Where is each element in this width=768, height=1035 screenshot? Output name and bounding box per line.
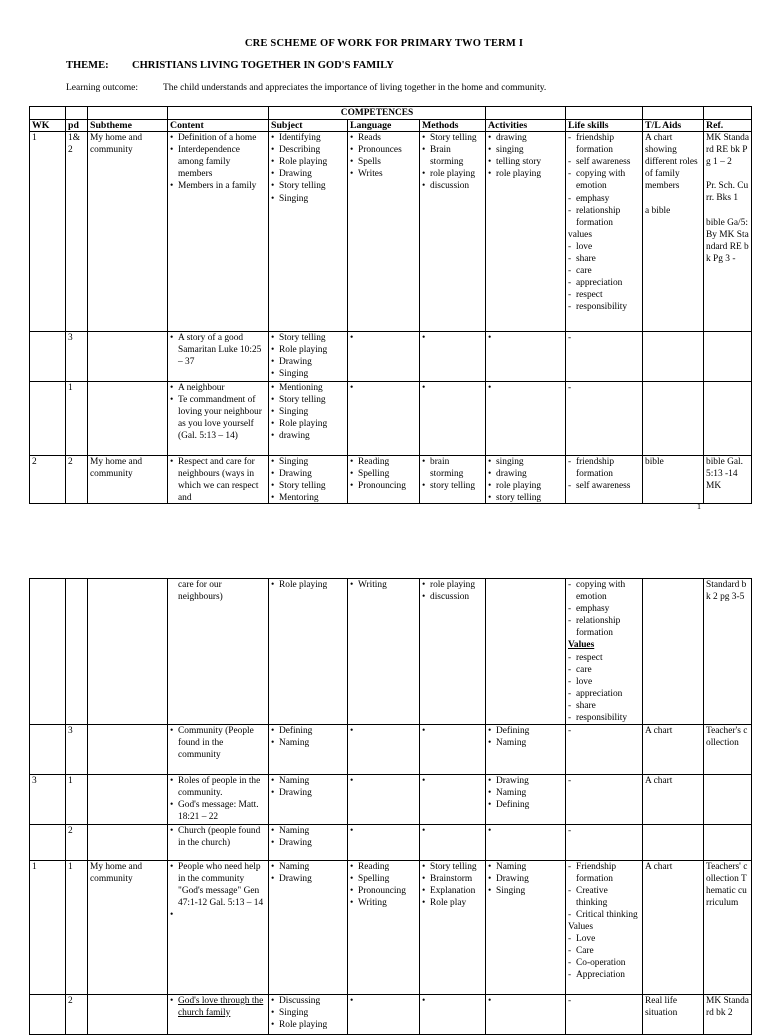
list-item: • Naming	[271, 775, 345, 787]
list-item: • A story of a good Samaritan Luke 10:25 – 37	[170, 332, 266, 368]
cell-language	[348, 382, 420, 456]
cell-subject	[269, 725, 348, 775]
list-item: - self awareness	[568, 480, 640, 492]
cell-language	[348, 824, 420, 860]
ref-text: bible Ga/5:By MK Standard RE bk Pg 3 -	[706, 217, 749, 264]
cell-ref: Teacher's collection	[704, 725, 752, 775]
list-item: • People who need help in the community "God's message" Gen 47:1-12 Gal. 5:13 – 14	[170, 861, 266, 909]
cell-pd: 3	[66, 332, 88, 382]
cell-wk: 2	[30, 456, 66, 504]
list-item: - emphasy	[568, 603, 640, 615]
cell-activities	[486, 332, 566, 382]
blank-header-cell	[704, 107, 752, 120]
cell-methods	[420, 456, 486, 504]
header-pd: pd	[66, 120, 88, 132]
cell-subtheme: My home and community	[88, 132, 168, 332]
list-item: • Story telling	[422, 861, 483, 873]
table-row	[30, 994, 752, 1034]
list-item: • Singing	[271, 1007, 345, 1019]
cell-methods	[420, 382, 486, 456]
column-header-row	[30, 120, 752, 132]
cell-life-skills	[566, 994, 643, 1034]
cell-subject	[269, 824, 348, 860]
list-item: • discussion	[422, 591, 483, 603]
list-item: • God's message: Matt. 18:21 – 22	[170, 799, 266, 823]
list-item: • Naming	[271, 825, 345, 837]
cell-pd: 1	[66, 775, 88, 824]
header-subject: Subject	[269, 120, 348, 132]
cell-life-skills	[566, 725, 643, 775]
list-item: • brain storming	[422, 456, 483, 480]
cell-subject	[269, 994, 348, 1034]
blank-header-cell	[566, 107, 643, 120]
list-item: • Interdependence among family members	[170, 144, 266, 180]
cell-language	[348, 332, 420, 382]
list-item: • story telling	[422, 480, 483, 492]
list-item: • singing	[488, 144, 563, 156]
list-item: • Drawing	[271, 873, 345, 885]
list-item: • role playing	[488, 168, 563, 180]
cell-language	[348, 775, 420, 824]
list-item: • Singing	[271, 193, 345, 205]
list-item: • role playing	[422, 168, 483, 180]
list-item: - Co-operation	[568, 957, 640, 969]
list-item: - share	[568, 700, 640, 712]
cell-tl-aids	[643, 132, 704, 332]
cell-pd: 2	[66, 456, 88, 504]
competences-header-row	[30, 107, 752, 120]
list-item: • Te commandment of loving your neighbour as you love yourself (Gal. 5:13 – 14)	[170, 394, 266, 442]
list-item: • Writing	[350, 579, 417, 591]
list-item: • Spelling	[350, 873, 417, 885]
cell-content	[168, 725, 269, 775]
cell-language	[348, 132, 420, 332]
list-item: • Writes	[350, 168, 417, 180]
competences-header: COMPETENCES	[269, 107, 486, 120]
list-item: - respect	[568, 289, 640, 301]
cell-activities	[486, 860, 566, 994]
table-row	[30, 725, 752, 775]
list-item: - love	[568, 241, 640, 253]
cell-ref	[704, 332, 752, 382]
list-item: - care	[568, 265, 640, 277]
content-text: care for our neighbours)	[178, 580, 223, 603]
list-item: • Defining	[488, 799, 563, 811]
cell-wk	[30, 824, 66, 860]
scheme-table-page-1	[29, 106, 752, 504]
list-item: • Role playing	[271, 1019, 345, 1031]
cell-tl-aids: bible	[643, 456, 704, 504]
cell-activities	[486, 382, 566, 456]
list-item: • Naming	[271, 861, 345, 873]
cell-activities	[486, 456, 566, 504]
cell-tl-aids: A chart	[643, 775, 704, 824]
list-item: - share	[568, 253, 640, 265]
list-item: • Respect and care for neighbours (ways in which we can respect and	[170, 456, 266, 503]
list-item: • Discussing	[271, 995, 345, 1007]
blank-header-cell	[88, 107, 168, 120]
ref-text: bible Gal. 5:13 -14 MK	[706, 457, 743, 492]
cell-tl-aids: Real life situation	[643, 994, 704, 1034]
cell-ref	[704, 824, 752, 860]
cell-life-skills	[566, 332, 643, 382]
list-item: - copying with emotion	[568, 168, 640, 192]
header-language: Language	[348, 120, 420, 132]
list-item: • Describing	[271, 144, 345, 156]
learning-outcome-text: The child understands and appreciates the importance of living together in the home and community.	[163, 83, 547, 93]
list-item: - appreciation	[568, 688, 640, 700]
cell-pd: 1	[66, 382, 88, 456]
list-item: • Drawing	[271, 787, 345, 799]
header-wk: WK	[30, 120, 66, 132]
cell-tl-aids	[643, 382, 704, 456]
table-row	[30, 132, 752, 332]
list-item: • Story telling	[271, 394, 345, 406]
header-subtheme: Subtheme	[88, 120, 168, 132]
list-item: • Naming	[488, 787, 563, 799]
cell-activities	[486, 725, 566, 775]
cell-subtheme: My home and community	[88, 456, 168, 504]
cell-ref: Teachers' collection Thematic curriculum	[704, 860, 752, 994]
list-item: - Creative thinking	[568, 885, 640, 909]
cell-methods	[420, 824, 486, 860]
list-item: • Role playing	[271, 579, 345, 591]
list-item: • Singing	[271, 456, 345, 468]
header-tl-aids: T/L Aids	[643, 120, 704, 132]
list-item: • discussion	[422, 180, 483, 192]
cell-subtheme: My home and community	[88, 860, 168, 994]
cell-life-skills	[566, 132, 643, 332]
header-activities: Activities	[486, 120, 566, 132]
list-item: • Church (people found in the church)	[170, 825, 266, 849]
list-item: • Brain storming	[422, 144, 483, 168]
aids-text: A chart showing different roles of family members	[645, 133, 698, 192]
cell-activities	[486, 132, 566, 332]
cell-wk	[30, 994, 66, 1034]
cell-life-skills	[566, 456, 643, 504]
list-item: • Drawing	[488, 775, 563, 787]
values-label: Values	[568, 921, 593, 932]
cell-methods	[420, 332, 486, 382]
table-row	[30, 456, 752, 504]
list-item: - respect	[568, 652, 640, 664]
cell-ref	[704, 775, 752, 824]
list-item: • Identifying	[271, 132, 345, 144]
cell-content	[168, 132, 269, 332]
list-item: • Roles of people in the community.	[170, 775, 266, 799]
cell-wk: 1	[30, 860, 66, 994]
cell-tl-aids	[643, 824, 704, 860]
list-item: • Role playing	[271, 156, 345, 168]
cell-language	[348, 725, 420, 775]
list-item: • Story telling	[271, 480, 345, 492]
cell-life-skills	[566, 824, 643, 860]
ref-text: MK Standard RE bk Pg 1 – 2	[706, 133, 749, 168]
cell-ref: MK Standard bk 2	[704, 994, 752, 1034]
list-item: • drawing	[488, 468, 563, 480]
values-label: Values	[568, 640, 595, 651]
document-title: CRE SCHEME OF WORK FOR PRIMARY TWO TERM I	[244, 38, 524, 49]
table-row	[30, 824, 752, 860]
cell-life-skills	[566, 860, 643, 994]
scheme-table-page-2	[29, 578, 752, 1035]
theme-label: THEME:	[66, 60, 109, 71]
list-item: • story telling	[488, 492, 563, 503]
list-item: • Defining	[271, 725, 345, 737]
cell-ref	[704, 456, 752, 504]
list-item: • Singing	[271, 368, 345, 380]
blank-header-cell	[30, 107, 66, 120]
cell-ref	[704, 382, 752, 456]
list-item: • Singing	[271, 406, 345, 418]
table-row	[30, 860, 752, 994]
cell-subtheme	[88, 725, 168, 775]
cell-content	[168, 579, 269, 725]
cell-subtheme	[88, 332, 168, 382]
cell-content	[168, 456, 269, 504]
list-item: • Drawing	[271, 356, 345, 368]
page-number: 1	[697, 502, 701, 511]
table-row	[30, 775, 752, 824]
learning-outcome-label: Learning outcome:	[66, 83, 139, 93]
list-item: • Mentoring	[271, 492, 345, 503]
cell-pd: 3	[66, 725, 88, 775]
cell-content	[168, 860, 269, 994]
cell-pd: 2	[66, 994, 88, 1034]
list-item: - responsibility	[568, 712, 640, 724]
cell-content	[168, 382, 269, 456]
list-item: • Role play	[422, 897, 483, 909]
list-item: • God's love through the church family	[170, 995, 266, 1019]
cell-methods	[420, 132, 486, 332]
list-item: • Drawing	[488, 873, 563, 885]
cell-subject	[269, 775, 348, 824]
cell-methods	[420, 860, 486, 994]
list-item: - relationship formation	[568, 615, 640, 639]
cell-life-skills	[566, 775, 643, 824]
list-item: • drawing	[271, 430, 345, 442]
cell-life-skills	[566, 579, 643, 725]
cell-subject	[269, 456, 348, 504]
list-item: • Definition of a home	[170, 132, 266, 144]
cell-language	[348, 994, 420, 1034]
cell-pd: 1& 2	[66, 132, 88, 332]
list-item: • Drawing	[271, 168, 345, 180]
cell-methods	[420, 725, 486, 775]
cell-subject	[269, 579, 348, 725]
cell-pd: 2	[66, 824, 88, 860]
cell-subtheme	[88, 824, 168, 860]
cell-methods	[420, 994, 486, 1034]
list-item: - friendship formation	[568, 132, 640, 156]
cell-tl-aids	[643, 579, 704, 725]
list-item: • Pronouncing	[350, 480, 417, 492]
list-item: • Naming	[488, 861, 563, 873]
list-item: - relationship formation	[568, 205, 640, 229]
table-row	[30, 382, 752, 456]
cell-methods	[420, 579, 486, 725]
theme-line	[66, 60, 394, 71]
list-item: • Writing	[350, 897, 417, 909]
cell-tl-aids: A chart	[643, 725, 704, 775]
list-item: • Defining	[488, 725, 563, 737]
table-row	[30, 579, 752, 725]
cell-wk	[30, 382, 66, 456]
cell-wk	[30, 332, 66, 382]
cell-life-skills	[566, 382, 643, 456]
cell-subtheme	[88, 994, 168, 1034]
list-item: - love	[568, 676, 640, 688]
list-item: • Mentioning	[271, 382, 345, 394]
cell-subject	[269, 860, 348, 994]
cell-wk	[30, 579, 66, 725]
aids-text: a bible	[645, 205, 671, 216]
list-item: - Care	[568, 945, 640, 957]
cell-subtheme	[88, 775, 168, 824]
list-item: - Love	[568, 933, 640, 945]
list-item: • Reading	[350, 861, 417, 873]
cell-subtheme	[88, 579, 168, 725]
cell-subject	[269, 132, 348, 332]
blank-header-cell	[643, 107, 704, 120]
list-item: • Members in a family	[170, 180, 266, 192]
blank-header-cell	[66, 107, 88, 120]
list-item: • Story telling	[271, 332, 345, 344]
list-item: • Role playing	[271, 344, 345, 356]
cell-activities	[486, 994, 566, 1034]
list-item: • Reads	[350, 132, 417, 144]
cell-pd: 1	[66, 860, 88, 994]
header-content: Content	[168, 120, 269, 132]
cell-activities	[486, 824, 566, 860]
list-item: • telling story	[488, 156, 563, 168]
list-item: • Role playing	[271, 418, 345, 430]
learning-outcome-line	[66, 83, 546, 93]
list-item: • Story telling	[271, 180, 345, 192]
list-item: - care	[568, 664, 640, 676]
list-item: • singing	[488, 456, 563, 468]
cell-content	[168, 994, 269, 1034]
cell-ref	[704, 132, 752, 332]
list-item: • Reading	[350, 456, 417, 468]
list-item: • Pronouncing	[350, 885, 417, 897]
list-item: - emphasy	[568, 193, 640, 205]
table-row	[30, 332, 752, 382]
header-methods: Methods	[420, 120, 486, 132]
list-item: • Spells	[350, 156, 417, 168]
cell-language	[348, 579, 420, 725]
list-item: - copying with emotion	[568, 579, 640, 603]
cell-content	[168, 775, 269, 824]
cell-methods	[420, 775, 486, 824]
cell-subject	[269, 332, 348, 382]
list-item: • Spelling	[350, 468, 417, 480]
list-item: • Singing	[488, 885, 563, 897]
header-ref: Ref.	[704, 120, 752, 132]
list-item: • role playing	[488, 480, 563, 492]
cell-activities	[486, 775, 566, 824]
list-item: • Explanation	[422, 885, 483, 897]
list-item: • Brainstorm	[422, 873, 483, 885]
cell-activities	[486, 579, 566, 725]
list-item: • role playing	[422, 579, 483, 591]
list-item: - self awareness	[568, 156, 640, 168]
list-item: • Story telling	[422, 132, 483, 144]
cell-language	[348, 860, 420, 994]
blank-header-cell	[486, 107, 566, 120]
cell-subject	[269, 382, 348, 456]
list-item: • Drawing	[271, 837, 345, 849]
header-life-skills: Life skills	[566, 120, 643, 132]
values-label: values	[568, 229, 592, 240]
list-item: - friendship formation	[568, 456, 640, 480]
cell-content	[168, 824, 269, 860]
cell-subtheme	[88, 382, 168, 456]
cell-wk	[30, 725, 66, 775]
cell-wk: 3	[30, 775, 66, 824]
cell-tl-aids: A chart	[643, 860, 704, 994]
cell-tl-aids	[643, 332, 704, 382]
list-item: • A neighbour	[170, 382, 266, 394]
list-item: • Pronounces	[350, 144, 417, 156]
ref-text: Pr. Sch. Curr. Bks 1	[706, 181, 749, 204]
list-item: • drawing	[488, 132, 563, 144]
list-item: • Naming	[271, 737, 345, 749]
list-item: - Appreciation	[568, 969, 640, 981]
cell-wk: 1	[30, 132, 66, 332]
cell-content	[168, 332, 269, 382]
theme-text: CHRISTIANS LIVING TOGETHER IN GOD'S FAMILY	[132, 60, 394, 71]
list-item: • Naming	[488, 737, 563, 749]
list-item: - Friendship formation	[568, 861, 640, 885]
list-item: - appreciation	[568, 277, 640, 289]
cell-ref: Standard bk 2 pg 3-5	[704, 579, 752, 725]
list-item: • Community (People found in the community	[170, 725, 266, 761]
list-item: - responsibility	[568, 301, 640, 313]
cell-pd	[66, 579, 88, 725]
list-item: - Critical thinking	[568, 909, 640, 921]
blank-header-cell	[168, 107, 269, 120]
cell-language	[348, 456, 420, 504]
list-item: • Drawing	[271, 468, 345, 480]
